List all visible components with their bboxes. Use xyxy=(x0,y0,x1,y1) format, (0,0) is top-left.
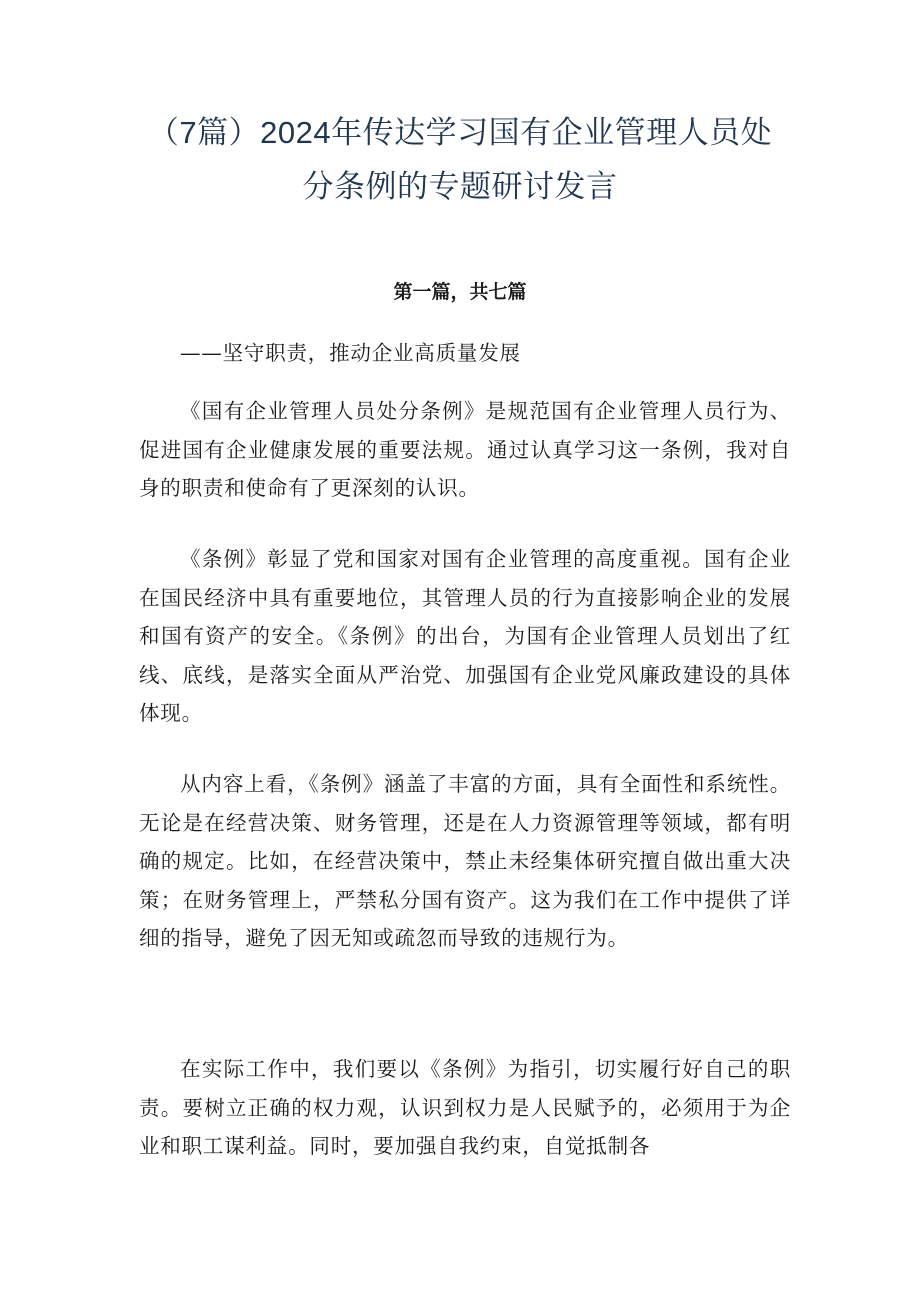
paragraph-1: 《国有企业管理人员处分条例》是规范国有企业管理人员行为、促进国有企业健康发展的重要法规。通过认真学习这一条例，我对自身的职责和使命有了更深刻的认识。 xyxy=(139,399,791,500)
paragraph-4: 在实际工作中，我们要以《条例》为指引，切实履行好自己的职责。要树立正确的权力观，认识到权力是人民赋予的，必须用于为企业和职工谋利益。同时，要加强自我约束，自觉抵制各 xyxy=(139,1057,791,1158)
document-title: （7篇）2024年传达学习国有企业管理人员处分条例的专题研讨发言 xyxy=(147,115,773,204)
document-subtitle: ——坚守职责，推动企业高质量发展 xyxy=(180,341,521,365)
section-heading: 第一篇，共七篇 xyxy=(393,281,527,303)
paragraph-2: 《条例》彰显了党和国家对国有企业管理的高度重视。国有企业在国民经济中具有重要地位，其管理人员的行为直接影响企业的发展和国有资产的安全。《条例》的出台，为国有企业管理人员划出了红线、底线，是落实全面从严治党、加强国有企业党风廉政建设的具体体现。 xyxy=(139,547,791,725)
paragraph-3: 从内容上看，《条例》涵盖了丰富的方面，具有全面性和系统性。无论是在经营决策、财务管理，还是在人力资源管理等领域，都有明确的规定。比如，在经营决策中，禁止未经集体研究擅自做出重大决策；在财务管理上，严禁私分国有资产。这为我们在工作中提供了详细的指导，避免了因无知或疏忽而导致的违规行为。 xyxy=(139,772,791,950)
